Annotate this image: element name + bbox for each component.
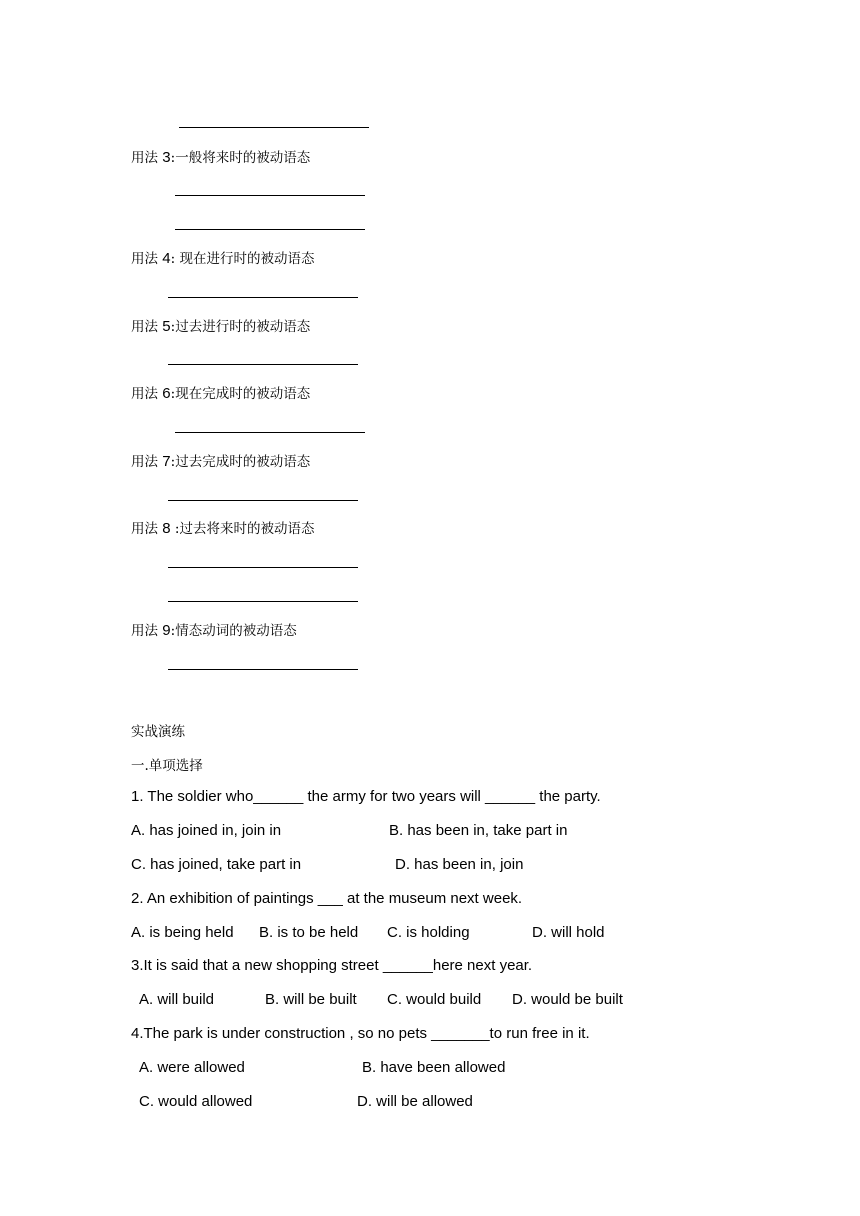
usage-9: 用法 9:情态动词的被动语态 xyxy=(131,622,297,639)
question-stem: 4.The park is under construction , so no pets _______to run free in it. xyxy=(131,1025,590,1042)
answer-blank xyxy=(175,195,365,196)
question-option: D. will hold xyxy=(532,924,605,941)
question-option: D. will be allowed xyxy=(357,1093,473,1110)
answer-blank xyxy=(175,229,365,230)
question-option: B. has been in, take part in xyxy=(389,822,568,839)
answer-blank xyxy=(168,601,358,602)
answer-blank xyxy=(168,297,358,298)
usage-7: 用法 7:过去完成时的被动语态 xyxy=(131,453,311,470)
answer-blank xyxy=(168,567,358,568)
question-option: C. would build xyxy=(387,991,482,1008)
question-option: A. were allowed xyxy=(139,1059,245,1076)
question-option: B. will be built xyxy=(265,991,357,1008)
question-stem: 2. An exhibition of paintings ___ at the museum next week. xyxy=(131,890,523,907)
question-option: C. is holding xyxy=(387,924,470,941)
usage-3: 用法 3:一般将来时的被动语态 xyxy=(131,149,311,166)
section-title: 实战演练 xyxy=(131,724,185,740)
answer-blank xyxy=(168,364,358,365)
usage-8: 用法 8 :过去将来时的被动语态 xyxy=(131,520,315,537)
answer-blank xyxy=(168,500,358,501)
question-option: C. has joined, take part in xyxy=(131,856,302,873)
subsection-title: 一.单项选择 xyxy=(131,758,203,774)
question-option: C. would allowed xyxy=(139,1093,253,1110)
question-option: A. is being held xyxy=(131,924,234,941)
question-option: B. is to be held xyxy=(259,924,359,941)
question-option: B. have been allowed xyxy=(362,1059,506,1076)
answer-blank xyxy=(175,432,365,433)
answer-blank xyxy=(168,669,358,670)
question-option: D. would be built xyxy=(512,991,623,1008)
question-option: A. will build xyxy=(139,991,215,1008)
question-option: D. has been in, join xyxy=(395,856,524,873)
usage-4: 用法 4: 现在进行时的被动语态 xyxy=(131,250,315,267)
question-option: A. has joined in, join in xyxy=(131,822,282,839)
usage-6: 用法 6:现在完成时的被动语态 xyxy=(131,385,311,402)
answer-blank xyxy=(179,127,369,128)
question-stem: 1. The soldier who______ the army for two years will ______ the party. xyxy=(131,788,601,805)
usage-5: 用法 5:过去进行时的被动语态 xyxy=(131,318,311,335)
question-stem: 3.It is said that a new shopping street ______here next year. xyxy=(131,957,533,974)
